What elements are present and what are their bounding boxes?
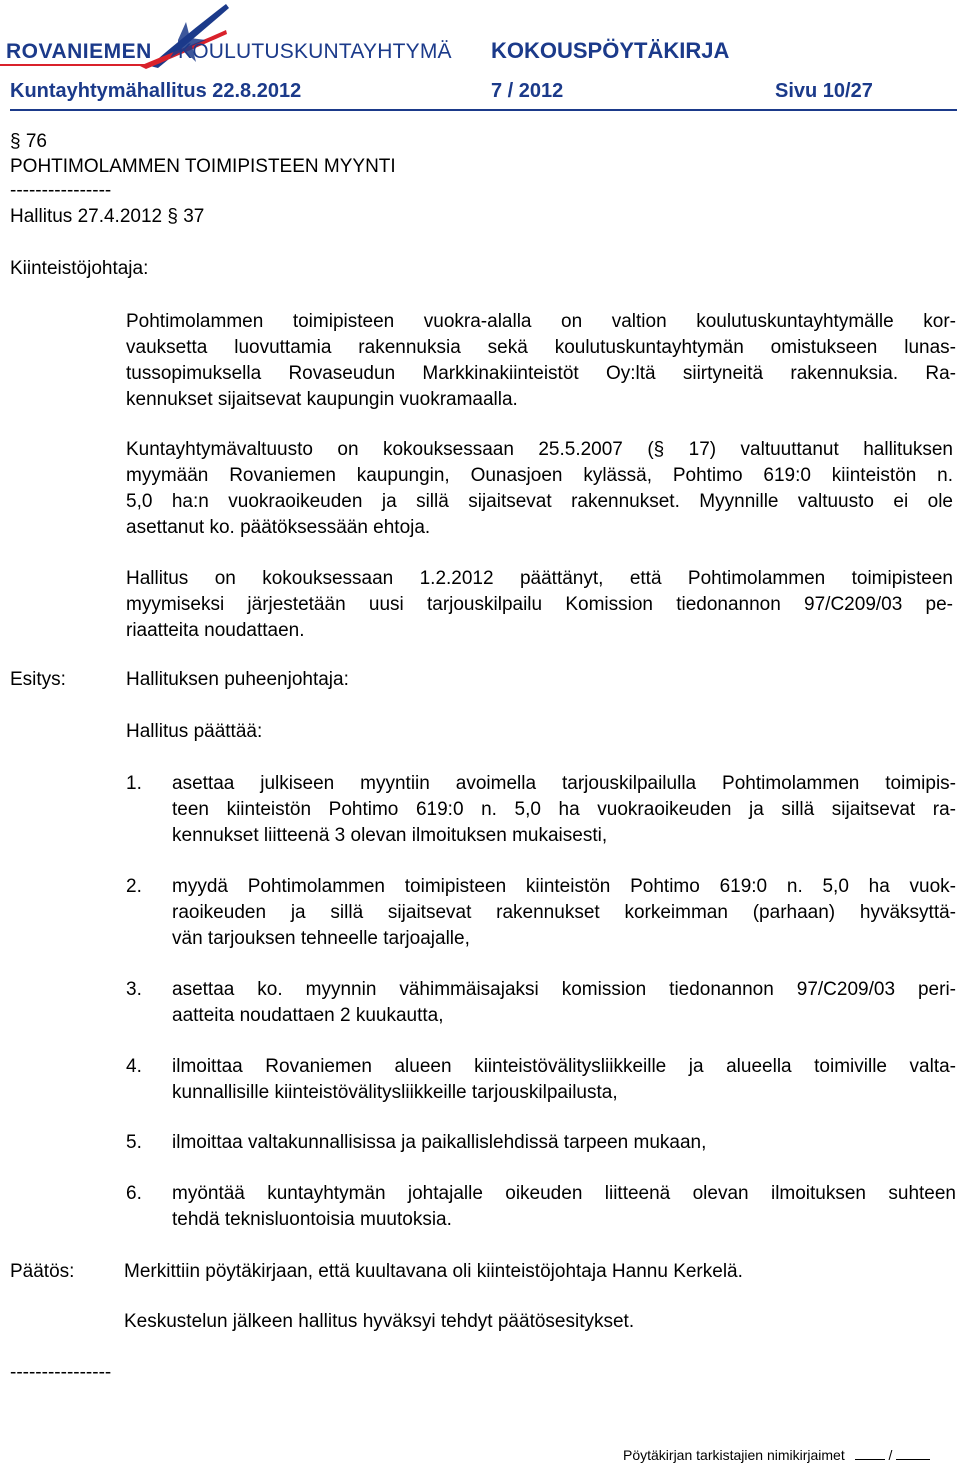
closing-separator: ---------------- [10, 1362, 112, 1383]
text-line: 5,0 ha:n vuokraoikeuden ja sillä sijaitsevat rakennukset. Myynnille valtuusto ei ole [126, 491, 953, 512]
text-line: vän tarjouksen tehneelle tarjoajalle, [172, 928, 470, 949]
text-line: asettaa julkiseen myyntiin avoimella tarjouskilpailulla Pohtimolammen toimipis- [172, 773, 956, 794]
page-number: Sivu 10/27 [775, 80, 873, 102]
meeting-name: Kuntayhtymähallitus 22.8.2012 [10, 80, 302, 102]
item-number: 1. [126, 773, 142, 794]
text-line: aatteita noudattaen 2 kuukautta, [172, 1005, 444, 1026]
text-line: Pohtimolammen toimipisteen vuokra-alalla on valtion koulutuskuntayhtymälle kor- [126, 311, 956, 332]
proposal-intro: Hallitus päättää: [126, 721, 263, 742]
section-separator: ---------------- [10, 180, 112, 201]
text-line: Hallitus on kokouksessaan 1.2.2012 päättänyt, että Pohtimolammen toimipisteen [126, 568, 953, 589]
logo-text-left: ROVANIEMEN [6, 40, 152, 63]
logo-text-right: KOULUTUSKUNTAYHTYMÄ [178, 40, 452, 63]
signature-line [623, 1447, 930, 1463]
text-line: Kuntayhtymävaltuusto on kokouksessaan 25.5.2007 (§ 17) valtuuttanut hallituksen [126, 439, 953, 460]
decision-line-1: Merkittiin pöytäkirjaan, että kuultavana oli kiinteistöjohtaja Hannu Kerkelä. [124, 1261, 743, 1282]
item-number: 5. [126, 1132, 142, 1153]
text-line: myydä Pohtimolammen toimipisteen kiinteistön Pohtimo 619:0 n. 5,0 ha vuok- [172, 876, 956, 897]
organization-logo [0, 0, 452, 72]
item-number: 2. [126, 876, 142, 897]
proposal-author: Hallituksen puheenjohtaja: [126, 669, 349, 690]
decision-label: Päätös: [10, 1261, 75, 1282]
text-line: kunnallisille kiinteistövälitysliikkeille tarjouskilpailusta, [172, 1082, 618, 1103]
section-number: § 76 [10, 131, 47, 152]
text-line: vauksetta luovuttamia rakennuksia sekä koulutuskuntayhtymän omistukseen lunas- [126, 337, 956, 358]
signature-blank [855, 1459, 885, 1460]
text-line: kennukset liitteenä 3 olevan ilmoituksen mukaisesti, [172, 825, 608, 846]
paragraph-board-decision [126, 566, 953, 644]
item-number: 4. [126, 1056, 142, 1077]
header-rule [10, 109, 957, 111]
item-text [172, 771, 956, 849]
text-line: myymään Rovaniemen kaupungin, Ounasjoen kylässä, Pohtimo 619:0 kiinteistön n. [126, 465, 953, 486]
item-number: 6. [126, 1183, 142, 1204]
item-text [172, 874, 956, 952]
previous-reference: Hallitus 27.4.2012 § 37 [10, 206, 205, 227]
item-text [172, 1181, 956, 1233]
item-number: 3. [126, 979, 142, 1000]
item-text [172, 1130, 956, 1156]
text-line: kennukset sijaitsevat kaupungin vuokramaalla. [126, 389, 518, 410]
text-line: ilmoittaa valtakunnallisissa ja paikallislehdissä tarpeen mukaan, [172, 1132, 707, 1153]
signature-label: Pöytäkirjan tarkistajien nimikirjaimet [623, 1447, 845, 1463]
item-text [172, 977, 956, 1029]
text-line: teen kiinteistön Pohtimo 619:0 n. 5,0 ha vuokraoikeuden ja sillä sijaitsevat ra- [172, 799, 956, 820]
proposal-label: Esitys: [10, 669, 66, 690]
text-line: asettaa ko. myynnin vähimmäisajaksi komission tiedonannon 97/C209/03 peri- [172, 979, 956, 1000]
text-line: ilmoittaa Rovaniemen alueen kiinteistövälitysliikkeille ja alueella toimiville valta- [172, 1056, 956, 1077]
document-type: KOKOUSPÖYTÄKIRJA [491, 38, 730, 63]
signature-slash: / [888, 1447, 893, 1463]
paragraph-background [126, 309, 956, 413]
signature-blank [896, 1459, 930, 1460]
section-title: POHTIMOLAMMEN TOIMIPISTEEN MYYNTI [10, 156, 396, 177]
issue-number: 7 / 2012 [491, 80, 564, 102]
text-line: tehdä teknisluontoisia muutoksia. [172, 1209, 452, 1230]
text-line: myymiseksi järjestetään uusi tarjouskilpailu Komission tiedonannon 97/C209/03 pe- [126, 594, 953, 615]
text-line: asettanut ko. päätöksessään ehtoja. [126, 517, 431, 538]
text-line: raoikeuden ja sillä sijaitsevat rakennukset korkeimman (parhaan) hyväksyttä- [172, 902, 956, 923]
paragraph-council-authorization [126, 437, 953, 541]
decision-line-2: Keskustelun jälkeen hallitus hyväksyi tehdyt päätösesitykset. [124, 1311, 635, 1332]
text-line: myöntää kuntayhtymän johtajalle oikeuden liitteenä olevan ilmoituksen suhteen [172, 1183, 956, 1204]
item-text [172, 1054, 956, 1106]
preparer-label: Kiinteistöjohtaja: [10, 258, 149, 279]
text-line: riaatteita noudattaen. [126, 620, 305, 641]
text-line: tussopimuksella Rovaseudun Markkinakiinteistöt Oy:ltä siirtyneitä rakennuksia. Ra- [126, 363, 956, 384]
